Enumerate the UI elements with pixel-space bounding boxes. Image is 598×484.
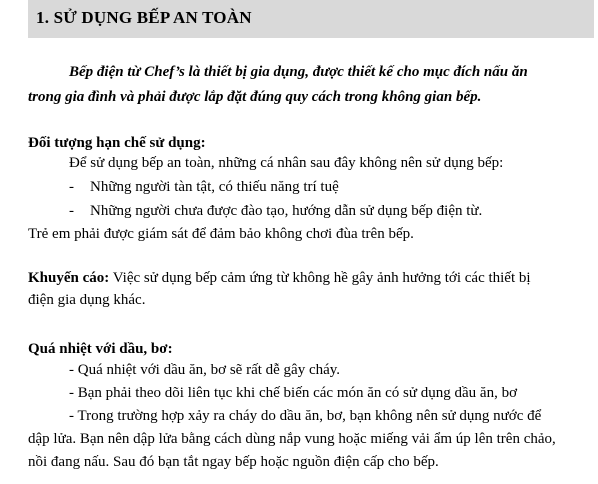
- intro-line-2: trong gia đình và phải được lắp đặt đúng quy cách trong không gian bếp.: [28, 89, 482, 105]
- restricted-lead: Để sử dụng bếp an toàn, những cá nhân sau đây không nên sử dụng bếp:: [69, 155, 504, 171]
- overheat-item-1: - Quá nhiệt với dầu ăn, bơ sẽ rất dễ gây cháy.: [69, 362, 341, 378]
- list-dash: -: [69, 203, 74, 219]
- restricted-heading: Đối tượng hạn chế sử dụng:: [28, 135, 206, 151]
- list-dash: -: [69, 179, 74, 195]
- warning-text: Việc sử dụng bếp cảm ứng từ không hề gây ảnh hưởng tới các thiết bị: [112, 270, 531, 286]
- warning-line-2: điện gia dụng khác.: [28, 292, 146, 308]
- restricted-children: Trẻ em phải được giám sát để đảm bảo không chơi đùa trên bếp.: [28, 226, 414, 242]
- warning-label: Khuyến cáo:: [28, 270, 110, 286]
- overheat-item-2: - Bạn phải theo dõi liên tục khi chế biến các món ăn có sử dụng dầu ăn, bơ: [69, 385, 518, 401]
- restricted-item-1: Những người tàn tật, có thiếu năng trí tuệ: [90, 179, 339, 195]
- intro-line-1: Bếp điện từ Chef’s là thiết bị gia dụng, được thiết kế cho mục đích nấu ăn: [69, 64, 528, 80]
- section-header: [28, 0, 594, 38]
- warning-line-1: [28, 268, 531, 288]
- section-title: 1. SỬ DỤNG BẾP AN TOÀN: [36, 8, 252, 27]
- restricted-item-2: Những người chưa được đào tạo, hướng dẫn sử dụng bếp điện từ.: [90, 203, 483, 219]
- overheat-item-3-line-3: nồi đang nấu. Sau đó bạn tắt ngay bếp hoặc nguồn điện cấp cho bếp.: [28, 454, 439, 470]
- overheat-heading: Quá nhiệt với dầu, bơ:: [28, 341, 173, 357]
- overheat-item-3-line-1: - Trong trường hợp xảy ra cháy do dầu ăn, bơ, bạn không nên sử dụng nước để: [69, 408, 542, 424]
- overheat-item-3-line-2: dập lửa. Bạn nên dập lửa bằng cách dùng nắp vung hoặc miếng vải ẩm úp lên trên chảo,: [28, 431, 556, 447]
